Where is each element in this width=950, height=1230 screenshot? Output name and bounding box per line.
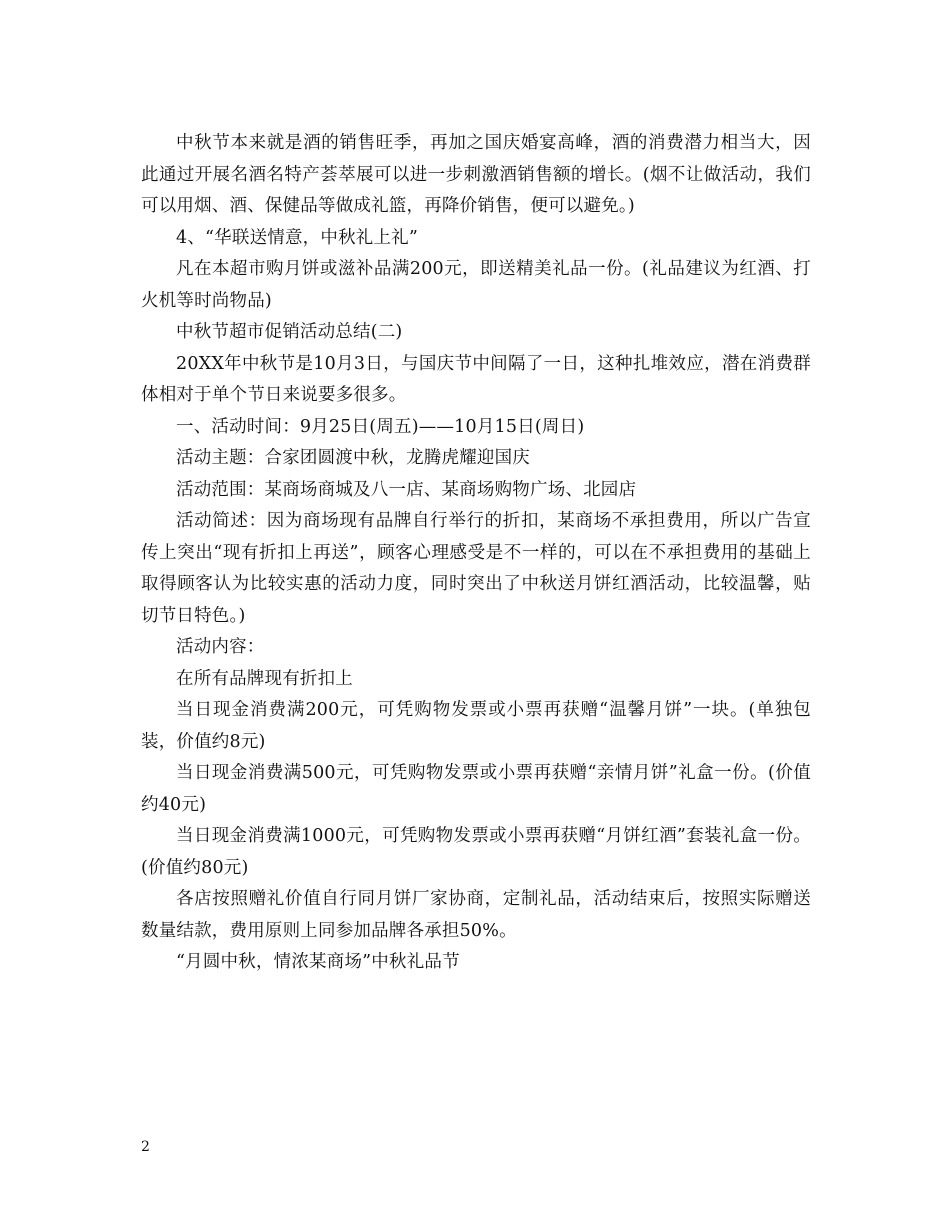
paragraph: 当日现金消费满500元，可凭购物发票或小票再获赠“亲情月饼”礼盒一份。(价值约40元)	[141, 763, 811, 815]
paragraph: 中秋节本来就是酒的销售旺季，再加之国庆婚宴高峰，酒的消费潜力相当大，因此通过开展名酒名特产荟萃展可以进一步刺激酒销售额的增长。(烟不让做活动，我们可以用烟、酒、保健品等做成礼篮，再降价销售，便可以避免。)	[141, 133, 811, 216]
paragraph: 活动范围：某商场商城及八一店、某商场购物广场、北园店	[176, 479, 637, 500]
paragraph: 当日现金消费满1000元，可凭购物发票或小票再获赠“月饼红酒”套装礼盒一份。(价值约80元)	[141, 826, 811, 878]
section-heading: 中秋节超市促销活动总结(二)	[176, 322, 403, 342]
paragraph: 凡在本超市购月饼或滋补品满200元，即送精美礼品一份。(礼品建议为红酒、打火机等时尚物品)	[141, 259, 811, 311]
paragraph: 活动简述：因为商场现有品牌自行举行的折扣，某商场不承担费用，所以广告宣传上突出“现有折扣上再送”，顾客心理感受是不一样的，可以在不承担费用的基础上取得顾客认为比较实惠的活动力度，同时突出了中秋送月饼红酒活动，比较温馨，贴切节日特色。)	[141, 511, 811, 626]
paragraph: 各店按照赠礼价值自行同月饼厂家协商，定制礼品，活动结束后，按照实际赠送数量结款，费用原则上同参加品牌各承担50%。	[141, 889, 811, 941]
paragraph: 一、活动时间：9月25日(周五)——10月15日(周日)	[176, 416, 585, 437]
paragraph: “月圆中秋，情浓某商场”中秋礼品节	[176, 952, 460, 972]
page-number: 2	[141, 1139, 150, 1155]
paragraph: 活动内容：	[176, 637, 265, 657]
paragraph: 4、“华联送情意，中秋礼上礼”	[176, 227, 419, 248]
paragraph: 当日现金消费满200元，可凭购物发票或小票再获赠“温馨月饼”一块。(单独包装，价值约8元)	[141, 700, 811, 752]
document-body	[141, 128, 811, 979]
paragraph: 活动主题：合家团圆渡中秋，龙腾虎耀迎国庆	[176, 448, 530, 468]
paragraph: 20XX年中秋节是10月3日，与国庆节中间隔了一日，这种扎堆效应，潜在消费群体相对于单个节日来说要多很多。	[141, 353, 811, 405]
paragraph: 在所有品牌现有折扣上	[176, 668, 353, 689]
